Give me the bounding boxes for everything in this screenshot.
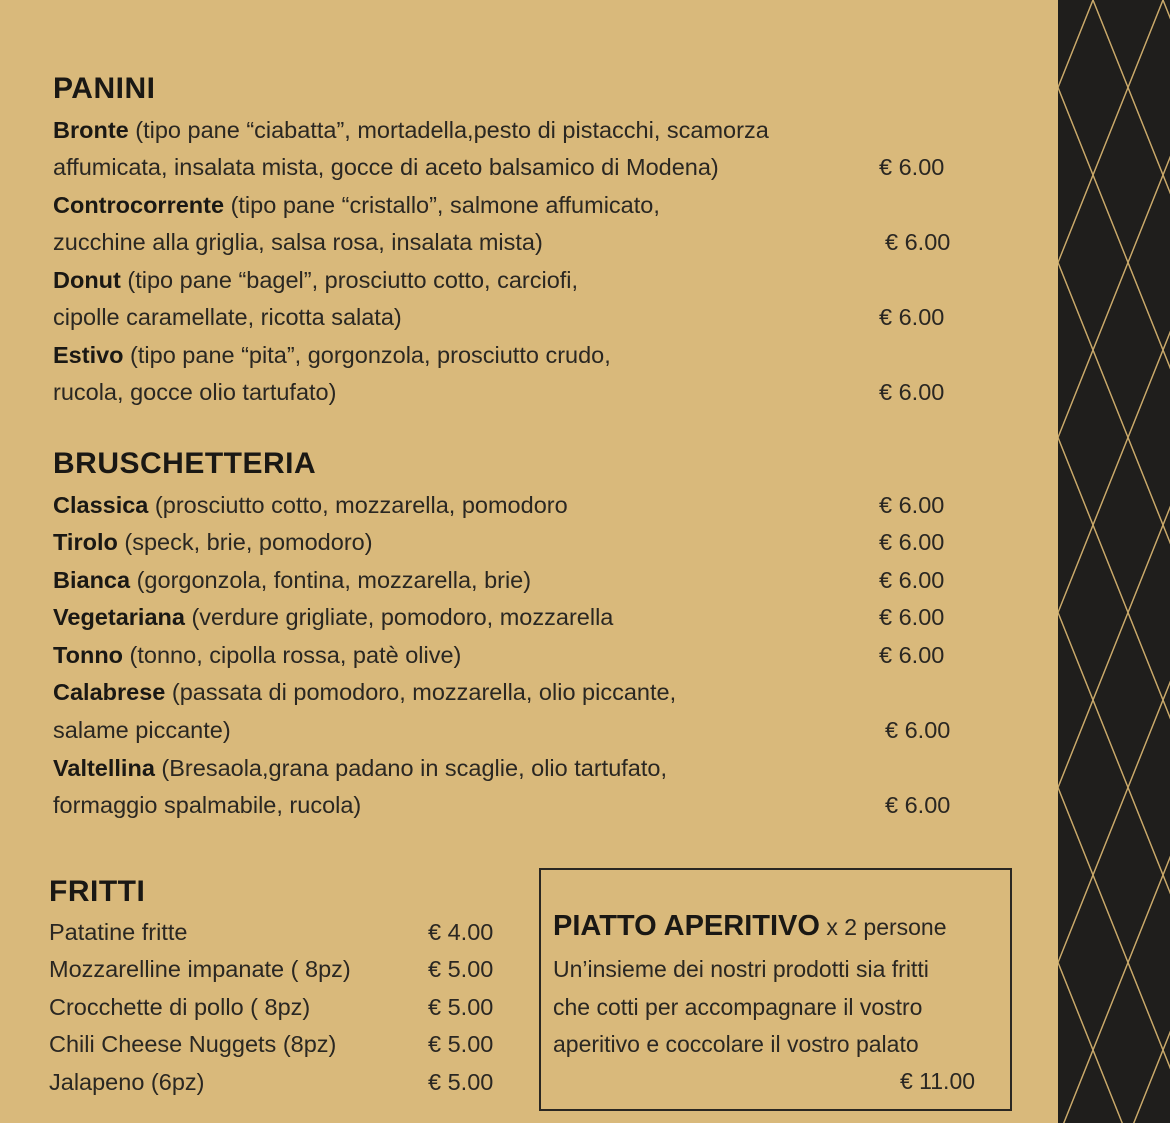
item-desc: (tipo pane “bagel”, prosciutto cotto, carciofi, <box>120 267 579 293</box>
diamond-shape <box>1058 350 1128 525</box>
item-price: € 6.00 <box>885 229 951 255</box>
item-price: € 6.00 <box>879 529 945 555</box>
item-price: € 6.00 <box>879 154 945 180</box>
diamond-pattern-graphic <box>1058 0 1170 1123</box>
item-price: € 6.00 <box>879 379 945 405</box>
diamond-shape <box>1093 263 1163 438</box>
diamond-shape <box>1163 263 1170 438</box>
menu-item-estivo <box>53 337 611 375</box>
fritti-item: Patatine fritte <box>49 919 188 945</box>
aperitivo-desc-line: aperitivo e coccolare il vostro palato <box>553 1031 919 1057</box>
diamond-shape <box>1093 88 1163 263</box>
item-name: Controcorrente <box>53 192 225 218</box>
item-desc: (gorgonzola, fontina, mozzarella, brie) <box>130 567 532 593</box>
item-name: Valtellina <box>53 755 155 781</box>
aperitivo-subtitle: x 2 persone <box>819 914 947 940</box>
item-price: € 6.00 <box>879 304 945 330</box>
bruschetteria-title: BRUSCHETTERIA <box>53 447 317 480</box>
diamond-shape <box>1128 525 1170 700</box>
item-name: Bianca <box>53 567 131 593</box>
diamond-shape <box>1058 613 1093 788</box>
diamond-shape <box>1128 1050 1170 1123</box>
item-price: € 5.00 <box>428 1069 494 1095</box>
item-desc-line: formaggio spalmabile, rucola) <box>53 792 362 818</box>
item-price: € 6.00 <box>879 642 945 668</box>
item-price: € 6.00 <box>879 567 945 593</box>
menu-item-vegetariana <box>53 599 613 637</box>
item-desc: (prosciutto cotto, mozzarella, pomodoro <box>148 492 568 518</box>
menu-item-tonno <box>53 637 461 675</box>
item-name: Tonno <box>53 642 124 668</box>
menu-item-donut <box>53 262 578 300</box>
item-name: Calabrese <box>53 679 166 705</box>
item-price: € 5.00 <box>428 1031 494 1057</box>
item-price: € 5.00 <box>428 994 494 1020</box>
item-desc: (tonno, cipolla rossa, patè olive) <box>123 642 462 668</box>
item-name: Bronte <box>53 117 129 143</box>
diamond-shape <box>1128 175 1170 350</box>
diamond-shape <box>1058 263 1093 438</box>
item-desc-line: salame piccante) <box>53 717 231 743</box>
fritti-item: Jalapeno (6pz) <box>49 1069 205 1095</box>
diamond-shape <box>1058 875 1128 1050</box>
fritti-item: Crocchette di pollo ( 8pz) <box>49 994 311 1020</box>
item-desc: (passata di pomodoro, mozzarella, olio piccante, <box>165 679 677 705</box>
menu-item-bianca <box>53 562 531 600</box>
aperitivo-desc-line: Un’insieme dei nostri prodotti sia fritti <box>553 956 929 982</box>
diamond-shape <box>1128 350 1170 525</box>
aperitivo-price: € 11.00 <box>900 1068 976 1094</box>
diamond-shape <box>1163 613 1170 788</box>
diamond-shape <box>1058 1050 1128 1123</box>
item-desc-line: rucola, gocce olio tartufato) <box>53 379 337 405</box>
diamond-shape <box>1058 175 1128 350</box>
diamond-shape <box>1093 963 1163 1123</box>
item-desc: (Bresaola,grana padano in scaglie, olio tartufato, <box>154 755 667 781</box>
panini-title: PANINI <box>53 72 156 105</box>
diamond-shape <box>1058 525 1128 700</box>
diamond-shape <box>1093 438 1163 613</box>
item-desc-line: zucchine alla griglia, salsa rosa, insalata mista) <box>53 229 543 255</box>
diamond-shape <box>1058 0 1128 175</box>
diamond-shape <box>1093 613 1163 788</box>
item-price: € 4.00 <box>428 919 494 945</box>
menu-item-valtellina <box>53 750 667 788</box>
item-desc-line: affumicata, insalata mista, gocce di aceto balsamico di Modena) <box>53 154 719 180</box>
diamond-shape <box>1163 88 1170 263</box>
fritti-item: Chili Cheese Nuggets (8pz) <box>49 1031 337 1057</box>
item-price: € 5.00 <box>428 956 494 982</box>
diamond-shape <box>1163 788 1170 963</box>
item-desc: (tipo pane “pita”, gorgonzola, prosciutto crudo, <box>123 342 611 368</box>
item-name: Classica <box>53 492 149 518</box>
aperitivo-title-text: PIATTO APERITIVO <box>553 910 820 942</box>
aperitivo-desc-line: che cotti per accompagnare il vostro <box>553 994 923 1020</box>
menu-item-tirolo <box>53 524 373 562</box>
diamond-shape <box>1058 788 1093 963</box>
diamond-shape <box>1058 700 1128 875</box>
menu-item-calabrese <box>53 674 676 712</box>
decorative-diamond-pattern <box>1058 0 1170 1123</box>
aperitivo-box <box>539 868 1012 1111</box>
diamond-shape <box>1163 438 1170 613</box>
item-price: € 6.00 <box>885 792 951 818</box>
item-desc: (tipo pane “ciabatta”, mortadella,pesto di pistacchi, scamorza <box>128 117 769 143</box>
diamond-shape <box>1058 88 1093 263</box>
diamond-shape <box>1058 438 1093 613</box>
diamond-shape <box>1058 963 1093 1123</box>
diamond-shape <box>1093 788 1163 963</box>
item-desc-line: cipolle caramellate, ricotta salata) <box>53 304 402 330</box>
diamond-shape <box>1128 875 1170 1050</box>
item-desc: (speck, brie, pomodoro) <box>117 529 373 555</box>
menu-item-controcorrente <box>53 187 660 225</box>
menu-item-classica <box>53 487 568 525</box>
item-name: Vegetariana <box>53 604 185 630</box>
diamond-shape <box>1128 0 1170 175</box>
item-name: Tirolo <box>53 529 118 555</box>
menu-item-bronte <box>53 112 769 150</box>
item-price: € 6.00 <box>885 717 951 743</box>
item-name: Estivo <box>53 342 124 368</box>
item-name: Donut <box>53 267 121 293</box>
diamond-shape <box>1093 0 1163 88</box>
fritti-title: FRITTI <box>49 875 146 908</box>
item-desc: (verdure grigliate, pomodoro, mozzarella <box>184 604 614 630</box>
aperitivo-title <box>553 910 947 943</box>
item-price: € 6.00 <box>879 492 945 518</box>
item-desc: (tipo pane “cristallo”, salmone affumicato, <box>224 192 660 218</box>
diamond-shape <box>1128 700 1170 875</box>
item-price: € 6.00 <box>879 604 945 630</box>
fritti-item: Mozzarelline impanate ( 8pz) <box>49 956 351 982</box>
